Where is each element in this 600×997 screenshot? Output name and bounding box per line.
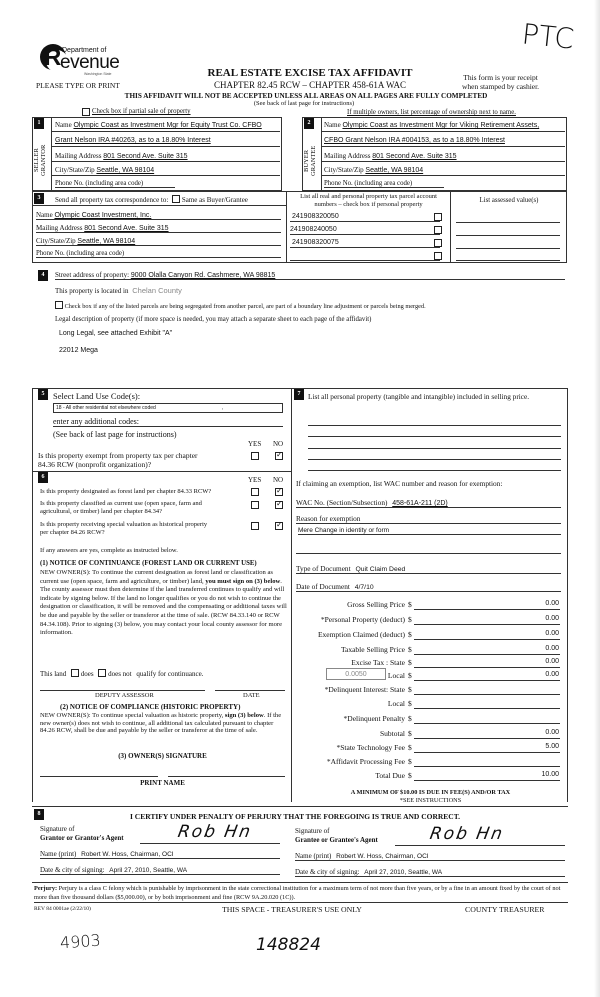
buyer-phone-row[interactable] (324, 180, 444, 188)
dollar-sign: $ (408, 743, 412, 752)
receipt-note (462, 73, 539, 91)
street-address-field[interactable]: 9000 Olalla Canyon Rd. Cashmere, WA 98815 (130, 272, 276, 279)
seller-mailing-label: Mailing Address (55, 152, 102, 160)
corr-mailing-row (36, 224, 281, 233)
segregated-checkbox[interactable] (55, 301, 63, 309)
seller-city-row (55, 166, 154, 174)
partial-sale-checkbox[interactable] (82, 108, 90, 116)
dollar-sign: $ (408, 615, 412, 624)
section-5-badge: 5 (38, 389, 48, 400)
amount-field[interactable]: 5.00 (414, 743, 560, 753)
dollar-sign: $ (408, 699, 412, 708)
grantor-date-row (40, 866, 280, 875)
seller-phone-label: Phone No. (including area code) (55, 180, 144, 187)
corr-mailing-label: Mailing Address (36, 224, 83, 232)
buyer-city-row (324, 166, 423, 174)
notice-continuance-text (40, 569, 288, 638)
please-type: PLEASE TYPE OR PRINT (36, 81, 120, 90)
notice2-bold: sign (3) below (224, 712, 264, 719)
corr-city-label: City/State/Zip (36, 237, 76, 245)
treasurer-use-label: THIS SPACE - TREASURER'S USE ONLY (222, 905, 362, 914)
doc-type-row (296, 564, 561, 574)
owner-signature-title: (3) OWNER(S) SIGNATURE (118, 752, 207, 760)
grantor-label: GRANTOR (40, 144, 47, 177)
doc-date-label: Date of Document (296, 582, 350, 591)
amount-field[interactable] (414, 757, 560, 767)
notice1-text-a: NEW OWNER(S): To continue the current designation as forest land or classification as current use (open space, farm and agriculture, or timber) land, (40, 569, 273, 585)
personal-property-line[interactable] (308, 425, 561, 426)
owner-signature-line-2[interactable] (168, 776, 285, 777)
logo-department: Department of (62, 47, 107, 54)
form-number: REV 84 0001ae (2/22/10) (34, 906, 91, 912)
amount-field[interactable]: 0.00 (414, 671, 560, 681)
grantee-date-field[interactable]: April 27, 2010, Seattle, WA (364, 869, 443, 876)
yes-header-5: YES (248, 440, 262, 448)
seller-city-field[interactable]: Seattle, WA 98104 (96, 167, 155, 174)
doc-type-label: Type of Document (296, 564, 351, 573)
amount-label: Local (387, 671, 405, 680)
wac-row (296, 498, 561, 508)
see-instructions-note: *SEE INSTRUCTIONS (399, 797, 462, 804)
qualify-row (40, 669, 203, 678)
receipt-note-1: This form is your receipt (463, 73, 538, 82)
same-as-buyer-label: Same as Buyer/Grantee (181, 196, 248, 204)
buyer-grantee-label (303, 133, 321, 188)
grantee-signature-row (295, 827, 378, 845)
amount-field[interactable]: 10.00 (414, 771, 560, 781)
amount-row-gross (296, 600, 560, 612)
current-use-question (40, 500, 202, 516)
reason-line-2[interactable] (296, 553, 561, 554)
amount-field[interactable]: 0.00 (414, 600, 560, 610)
buyer-mailing-label: Mailing Address (324, 152, 371, 160)
amount-row-personal (296, 615, 560, 627)
forest-yes-checkbox[interactable] (251, 488, 259, 496)
exempt-q-line2: 84.36 RCW (nonprofit organization)? (38, 460, 152, 469)
parcel-number[interactable]: 241908240050 (290, 226, 337, 233)
if-yes-instruction: If any answers are yes, complete as instructed below. (40, 547, 178, 554)
historical-q-line2: per chapter 84.26 RCW? (40, 529, 105, 536)
dollar-sign: $ (408, 600, 412, 609)
parcels-header-1: List all real and personal property tax parcel account (300, 193, 437, 200)
exempt-no-checkbox[interactable] (275, 452, 283, 460)
amount-field[interactable]: 0.00 (414, 645, 560, 655)
grantee-sig-label-1: Signature of (295, 827, 330, 835)
seller-phone-row[interactable] (55, 180, 175, 188)
grantor-name-label: Name (print) (40, 850, 77, 858)
section-2-badge: 2 (304, 118, 314, 129)
grantee-label: GRANTEE (310, 145, 317, 176)
buyer-name-label: Name (324, 121, 341, 129)
amount-field[interactable] (414, 699, 560, 709)
amount-field[interactable]: 0.00 (414, 630, 560, 640)
amount-label: Total Due (375, 771, 405, 780)
local-rate-field[interactable]: 0.0050 (326, 668, 386, 680)
buyer-city-label: City/State/Zip (324, 166, 364, 174)
owner-signature-line[interactable] (40, 776, 158, 777)
corr-name-row (36, 211, 281, 220)
historical-no-checkbox[interactable] (275, 522, 283, 530)
exemption-claim-label: If claiming an exemption, list WAC number and reason for exemption: (296, 479, 503, 488)
perjury-notice (34, 885, 568, 903)
seller-name-label: Name (55, 121, 72, 129)
grantee-name-label: Name (print) (295, 852, 332, 860)
buyer-label: BUYER (303, 149, 310, 172)
amount-label: *State Technology Fee (336, 743, 405, 752)
dollar-sign: $ (408, 757, 412, 766)
logo-r: R (44, 44, 62, 71)
reason-label: Reason for exemption (296, 514, 361, 523)
seller-name-row (55, 121, 280, 129)
section-1-badge: 1 (34, 118, 44, 129)
dollar-sign: $ (408, 630, 412, 639)
additional-codes-label: enter any additional codes: (53, 417, 139, 426)
amount-row-total-due (296, 771, 560, 783)
form-chapter: CHAPTER 82.45 RCW – CHAPTER 458-61A WAC (214, 80, 406, 90)
deputy-assessor-label: DEPUTY ASSESSOR (95, 692, 154, 699)
county-label: This property is located in (55, 287, 129, 295)
receipt-note-2: when stamped by cashier. (462, 82, 540, 91)
personal-property-label: List all personal property (tangible and intangible) included in selling price. (308, 392, 530, 401)
current-use-no-checkbox[interactable] (275, 501, 283, 509)
corr-city-field[interactable]: Seattle, WA 98104 (77, 238, 136, 245)
no-header-5: NO (273, 440, 284, 448)
parcel-personal-checkbox[interactable] (434, 252, 442, 260)
amount-row-processing-fee (296, 757, 560, 769)
partial-sale-row (82, 108, 191, 115)
see-back-note: (See back of last page for instructions) (253, 100, 355, 107)
amount-row-delinq-state (296, 685, 560, 697)
qualify-label: qualify for continuance. (136, 670, 204, 678)
perjury-bold: Perjury: (34, 885, 58, 892)
dollar-sign: $ (408, 685, 412, 694)
perjury-text: Perjury is a class C felony which is punishable by imprisonment in the state correctional institution for a maximum term of not more than five years, or by a fine in an amount fixed by the court of not more than five thousand dollars ($5,000.00), or by both imprisonment and fine (RCW 9A.20.020 (1C)). (34, 885, 561, 901)
seller-name-line1[interactable]: Olympic Coast as Investment Mgr for Equity Trust Co. CFBO (73, 122, 262, 129)
grantor-signature-row (40, 825, 124, 843)
print-name-label: PRINT NAME (140, 779, 185, 787)
handwritten-4903: 4903 (59, 930, 102, 953)
parcel-number[interactable]: 241908320050 (292, 213, 339, 220)
amount-row-delinq-penalty (296, 714, 560, 726)
assessed-value-field[interactable] (456, 260, 560, 261)
corr-name-label: Name (36, 211, 53, 219)
additional-codes-row[interactable] (53, 417, 283, 427)
legal-description-line2[interactable]: 22012 Mega (59, 347, 98, 354)
dollar-sign: $ (408, 658, 412, 667)
amount-label: Gross Selling Price (347, 600, 405, 609)
seller-grantor-label (33, 133, 51, 188)
current-use-q-line1: Is this property classified as current use (open space, farm and (40, 500, 202, 507)
notice1-text-b: . The county assessor must then determine if the land transferred continues to qualify and will indicate by signing below. If the land no longer qualifies or you do not wish to continue the designation or classification, it will be removed and the compensating or additional taxes will be due and payable by the seller or transferor at the time of sale. (RCW 84.33.140 or RCW 84.34.108). Prior to signing (3) below, you may contact your local county assessor for more information. (40, 577, 287, 637)
notice1-bold: you must sign on (3) below (205, 577, 281, 585)
buyer-city-field[interactable]: Seattle, WA 98104 (365, 167, 424, 174)
does-not-label: does not (108, 670, 132, 678)
wac-field[interactable]: 458-61A-211 (2D) (392, 500, 448, 507)
section-8-badge: 8 (34, 809, 44, 820)
assessed-header: List assessed value(s) (479, 197, 539, 204)
legal-description-label: Legal description of property (if more space is needed, you may attach a separate sheet to each page of the affidavit) (55, 316, 372, 323)
multiple-owners-note: If multiple owners, list percentage of ownership next to name. (347, 109, 516, 116)
grantee-signature-line[interactable] (395, 845, 565, 846)
section-3-badge: 3 (34, 193, 44, 204)
assessed-value-field[interactable] (456, 222, 560, 223)
buyer-name-line1[interactable]: Olympic Coast as Investment Mgr for Viking Retirement Assets, (342, 122, 540, 129)
seller-city-label: City/State/Zip (55, 166, 95, 174)
grantor-sig-label-1: Signature of (40, 825, 75, 833)
this-land-label: This land (40, 670, 67, 678)
no-header-6: NO (273, 476, 284, 484)
amount-field[interactable] (414, 685, 560, 695)
grantor-date-label: Date & city of signing: (40, 866, 105, 874)
legal-description-line1[interactable]: Long Legal, see attached Exhibit "A" (59, 330, 173, 337)
dollar-sign: $ (408, 771, 412, 780)
buyer-mailing-row (324, 152, 457, 160)
amount-row-taxable (296, 645, 560, 657)
amount-row-tech-fee (296, 743, 560, 755)
grantor-date-field[interactable]: April 27, 2010, Seattle, WA (109, 867, 188, 874)
parcel-row (290, 225, 440, 235)
street-address-row (55, 271, 565, 280)
assessor-date-line[interactable] (215, 690, 285, 691)
parcel-number[interactable]: 241908320075 (292, 239, 339, 246)
warning-banner: THIS AFFIDAVIT WILL NOT BE ACCEPTED UNLESS ALL AREAS ON ALL PAGES ARE FULLY COMPLETED (124, 92, 488, 100)
forest-land-question: Is this property designated as forest land per chapter 84.33 RCW? (40, 488, 212, 495)
scan-edge (594, 0, 600, 997)
doc-date-field[interactable]: 4/7/10 (354, 584, 374, 591)
does-not-qualify-checkbox[interactable] (98, 669, 106, 677)
parcels-header (287, 193, 450, 209)
county-row (55, 286, 182, 295)
current-use-yes-checkbox[interactable] (251, 501, 259, 509)
section-4-badge: 4 (38, 270, 48, 281)
minimum-due-note: A MINIMUM OF $10.00 IS DUE IN FEE(S) AND/OR TAX (350, 789, 511, 796)
amount-label: *Delinquent Penalty (343, 714, 405, 723)
street-address-label: Street address of property: (55, 271, 130, 279)
assessed-value-field[interactable] (456, 248, 560, 249)
amount-label: Subtotal (379, 729, 405, 738)
parcel-personal-checkbox[interactable] (434, 239, 442, 247)
doc-type-field[interactable]: Quit Claim Deed (355, 566, 406, 573)
dropdown-icon: , (222, 405, 224, 411)
land-use-select[interactable] (53, 403, 283, 413)
buyer-name-row (324, 121, 539, 129)
amount-label: *Affidavit Processing Fee (326, 757, 405, 766)
reason-field[interactable]: Mere Change in identity or form (298, 527, 561, 535)
notice-continuance-title: (1) NOTICE OF CONTINUANCE (FOREST LAND OR CURRENT USE) (40, 560, 257, 567)
current-use-q-line2: agricultural, or timber) land per chapter 84.34? (40, 508, 163, 515)
segregated-row (55, 301, 426, 310)
parcel-personal-checkbox[interactable] (434, 226, 442, 234)
amount-row-exemption (296, 630, 560, 642)
buyer-name-line2[interactable]: CFBO Grant Nelson IRA #004153, as to a 18.80% Interest (324, 137, 505, 144)
personal-property-line[interactable] (308, 448, 561, 449)
amount-label: Taxable Selling Price (340, 645, 405, 654)
does-qualify-checkbox[interactable] (71, 669, 79, 677)
personal-property-line[interactable] (308, 459, 561, 460)
parcel-row (290, 238, 440, 248)
land-use-instructions: (See back of last page for instructions) (53, 430, 177, 439)
section-6-badge: 6 (38, 472, 48, 483)
amount-field[interactable]: 0.00 (414, 729, 560, 739)
logo-revenue: evenue (60, 52, 120, 73)
historical-question (40, 521, 207, 537)
county-treasurer-label: COUNTY TREASURER (465, 905, 545, 914)
buyer-phone-label: Phone No. (including area code) (324, 180, 413, 187)
parcel-personal-checkbox[interactable] (434, 213, 442, 221)
logo-state: Washington State (84, 72, 112, 76)
seller-label: SELLER (33, 148, 40, 173)
assessed-value-field[interactable] (456, 235, 560, 236)
amount-label: *Personal Property (deduct) (320, 615, 405, 624)
amount-field[interactable]: 0.00 (414, 615, 560, 625)
dollar-sign: $ (408, 714, 412, 723)
form-title: REAL ESTATE EXCISE TAX AFFIDAVIT (207, 67, 413, 79)
amount-field[interactable] (414, 714, 560, 724)
parcels-header-2: numbers – check box if personal property (314, 201, 423, 208)
dollar-sign: $ (408, 671, 412, 680)
corr-phone-label: Phone No. (including area code) (36, 250, 125, 257)
doc-date-row (296, 582, 561, 592)
forest-no-checkbox[interactable] (275, 488, 283, 496)
amount-row-subtotal (296, 729, 560, 741)
amount-field[interactable]: 0.00 (414, 658, 560, 668)
exempt-question (38, 451, 198, 469)
dollar-sign: $ (408, 729, 412, 738)
deputy-assessor-line[interactable] (40, 690, 205, 691)
does-label: does (80, 670, 94, 678)
historical-yes-checkbox[interactable] (251, 522, 259, 530)
seller-mailing-row (55, 152, 188, 160)
grantor-signature[interactable]: Rob Hn (176, 822, 254, 842)
send-correspondence-row (55, 195, 248, 204)
exempt-q-line1: Is this property exempt from property tax per chapter (38, 451, 198, 460)
land-use-label: Select Land Use Code(s): (53, 391, 141, 401)
exempt-yes-checkbox[interactable] (251, 452, 259, 460)
grantee-sig-label-2: Grantee or Grantee's Agent (295, 836, 378, 844)
notice-compliance-text (40, 712, 285, 735)
corr-phone-row[interactable] (36, 250, 281, 258)
land-use-value: 18 - All other residential not elsewhere coded (56, 405, 156, 411)
date-label: DATE (243, 692, 260, 699)
buyer-mailing-field[interactable]: 801 Second Ave. Suite 315 (372, 153, 457, 160)
seller-mailing-field[interactable]: 801 Second Ave. Suite 315 (103, 153, 188, 160)
county-field[interactable]: Chelan County (132, 286, 182, 295)
grantee-date-row (295, 868, 565, 877)
corr-name-field[interactable]: Olympic Coast Investment, Inc. (54, 212, 152, 219)
personal-property-line[interactable] (308, 436, 561, 437)
grantee-signature[interactable]: Rob Hn (428, 824, 506, 844)
historical-q-line1: Is this property receiving special valuation as historical property (40, 521, 208, 528)
section-7-badge: 7 (294, 389, 304, 400)
amount-label: Local (387, 699, 405, 708)
certify-statement: I CERTIFY UNDER PENALTY OF PERJURY THAT THE FOREGOING IS TRUE AND CORRECT. (130, 812, 461, 821)
dollar-sign: $ (408, 645, 412, 654)
notice-compliance-title: (2) NOTICE OF COMPLIANCE (HISTORIC PROPERTY) (60, 703, 241, 711)
same-as-buyer-checkbox[interactable] (172, 195, 180, 203)
wac-label: WAC No. (Section/Subsection) (296, 498, 388, 507)
handwritten-ptc: PTC (520, 17, 576, 56)
grantee-name-row (295, 852, 565, 861)
partial-sale-label: Check box if partial sale of property (92, 108, 191, 115)
handwritten-148824: 148824 (256, 935, 321, 955)
notice2-text-a: NEW OWNER(S): To continue special valuation as historic property, (40, 712, 224, 719)
amount-row-delinq-local (296, 699, 560, 711)
amount-label: Excise Tax : State (351, 658, 405, 667)
amount-row-excise-local (296, 671, 560, 683)
send-correspondence-label: Send all property tax correspondence to: (55, 196, 169, 204)
grantor-signature-line[interactable] (140, 843, 280, 844)
grantee-date-label: Date & city of signing: (295, 868, 360, 876)
grantor-name-field[interactable]: Robert W. Hoss, Chairman, OCI (81, 851, 174, 858)
grantor-name-row (40, 850, 280, 859)
seller-name-line2[interactable]: Grant Nelson IRA #40263, as to a 18.80% Interest (55, 137, 211, 144)
grantee-name-field[interactable]: Robert W. Hoss, Chairman, OCI (336, 853, 429, 860)
notice2-text-b: . If the new owner(s) does not wish to continue, all additional tax calculated pursuant to chapter 84.26 RCW, shall be due and payable by the seller or transferor at the time of sale. (40, 712, 282, 735)
reason-row[interactable] (296, 514, 561, 524)
parcel-row (290, 212, 440, 222)
amount-label: *Delinquent Interest: State (324, 685, 405, 694)
personal-property-line[interactable] (308, 470, 561, 471)
segregated-label: Check box if any of the listed parcels are being segregated from another parcel, are part of a boundary line adjustment or parcels being merged. (64, 303, 426, 310)
corr-mailing-field[interactable]: 801 Second Ave. Suite 315 (84, 225, 169, 232)
corr-city-row (36, 237, 281, 246)
grantor-sig-label-2: Grantor or Grantor's Agent (40, 834, 124, 842)
parcel-row[interactable] (290, 251, 440, 261)
yes-header-6: YES (248, 476, 262, 484)
amount-label: Exemption Claimed (deduct) (317, 630, 405, 639)
